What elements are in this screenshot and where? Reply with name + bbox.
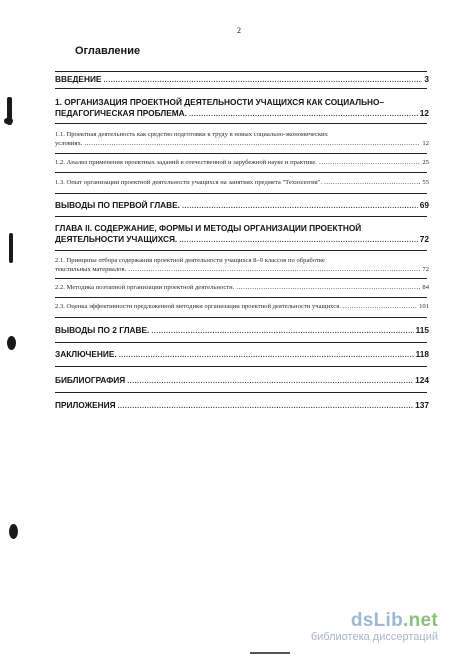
watermark: [311, 610, 438, 643]
divider: [55, 172, 427, 173]
toc-entry-conclusions-1[interactable]: [55, 200, 429, 210]
scan-hole: [7, 336, 16, 350]
toc-entry-page: 25: [422, 159, 429, 166]
divider: [55, 88, 427, 89]
toc-entry-page: 115: [415, 325, 429, 335]
page-number: 2: [237, 26, 241, 35]
divider: [55, 317, 427, 318]
toc-entry-label-cont: текстильных материалов.: [55, 266, 127, 273]
toc-entry-label-cont: ПЕДАГОГИЧЕСКАЯ ПРОБЛЕМА.: [55, 108, 187, 118]
watermark-logo: dsLib.net: [350, 610, 438, 631]
divider: [55, 366, 427, 367]
toc-entry-label: ВЫВОДЫ ПО ПЕРВОЙ ГЛАВЕ.: [55, 200, 180, 210]
leader-dots: [179, 237, 418, 244]
toc-entry-intro[interactable]: [55, 74, 429, 84]
toc-entry-page: 55: [422, 179, 429, 186]
toc-entry-bibliography[interactable]: [55, 375, 429, 385]
toc-entry-section-1-2[interactable]: [55, 158, 429, 166]
divider: [55, 250, 427, 251]
leader-dots: [118, 403, 414, 410]
toc-entry-label: 1.1. Проектная деятельность как средство подготовки к труду в новых социально-экономических: [55, 131, 328, 138]
leader-dots: [151, 328, 413, 335]
leader-dots: [189, 111, 418, 118]
toc-entry-section-2-3[interactable]: [55, 302, 429, 310]
divider: [55, 153, 427, 154]
toc-entry-page: 72: [422, 266, 429, 273]
toc-entry-label: БИБЛИОГРАФИЯ: [55, 375, 126, 385]
leader-dots: [182, 203, 418, 210]
toc-entry-label: 2.2. Методика поэтапной организации проектной деятельности.: [55, 284, 235, 291]
toc-entry-page: 84: [422, 284, 429, 291]
toc-entry-page: 3: [424, 74, 429, 84]
divider: [55, 71, 427, 72]
toc-title: Оглавление: [75, 45, 141, 57]
toc-entry-page: 72: [419, 234, 429, 244]
toc-entry-page: 137: [415, 400, 429, 410]
divider: [55, 216, 427, 217]
toc-entry-page: 69: [419, 200, 429, 210]
toc-entry-page: 12: [422, 140, 429, 147]
leader-dots: [343, 302, 417, 310]
toc-entry-label: ПРИЛОЖЕНИЯ: [55, 400, 116, 410]
toc-entry-page: 124: [415, 375, 429, 385]
toc-entry-chapter-2[interactable]: [55, 223, 429, 244]
toc-entry-label: 2.3. Оценка эффективности предложенной методики организации проектной деятельности учащихся.: [55, 303, 341, 310]
toc-entry-label: ГЛАВА II. СОДЕРЖАНИЕ, ФОРМЫ И МЕТОДЫ ОРГАНИЗАЦИИ ПРОЕКТНОЙ: [55, 223, 362, 233]
toc-entry-section-2-2[interactable]: [55, 283, 429, 291]
toc-entry-page: 101: [419, 303, 429, 310]
toc-entry-label-cont: условиях.: [55, 140, 83, 147]
toc-entry-label: 1. ОРГАНИЗАЦИЯ ПРОЕКТНОЙ ДЕЯТЕЛЬНОСТИ УЧАЩИХСЯ КАК СОЦИАЛЬНО–: [55, 97, 385, 107]
leader-dots: [128, 265, 420, 273]
toc-entry-page: 12: [419, 108, 429, 118]
scan-mark: [9, 233, 13, 263]
watermark-subtitle: библиотека диссертаций: [310, 631, 438, 643]
scan-mark: [250, 652, 290, 654]
leader-dots: [127, 378, 413, 385]
toc-entry-appendix[interactable]: [55, 400, 429, 410]
leader-dots: [324, 178, 420, 186]
toc-entry-label-cont: ДЕЯТЕЛЬНОСТИ УЧАЩИХСЯ.: [55, 234, 178, 244]
toc-entry-section-2-1[interactable]: [55, 256, 429, 273]
scan-hole: [9, 524, 18, 539]
divider: [55, 278, 427, 279]
leader-dots: [84, 139, 420, 147]
divider: [55, 193, 427, 194]
leader-dots: [236, 283, 420, 291]
scan-mark: [4, 118, 13, 124]
leader-dots: [103, 77, 422, 84]
toc-entry-section-1-3[interactable]: [55, 178, 429, 186]
divider: [55, 342, 427, 343]
toc-entry-label: 1.3. Опыт организации проектной деятельности учащихся на занятиях предмета "Технология".: [55, 179, 323, 186]
toc-entry-conclusion[interactable]: [55, 349, 429, 359]
leader-dots: [319, 158, 420, 166]
toc-entry-conclusions-2[interactable]: [55, 325, 429, 335]
toc-entry-label: 1.2. Анализ применения проектных заданий в отечественной и зарубежной науке и практике.: [55, 159, 317, 166]
leader-dots: [119, 352, 414, 359]
divider: [55, 297, 427, 298]
divider: [55, 123, 427, 124]
toc-entry-section-1-1[interactable]: [55, 130, 429, 147]
toc-entry-label: ВЫВОДЫ ПО 2 ГЛАВЕ.: [55, 325, 150, 335]
toc-entry-label: ЗАКЛЮЧЕНИЕ.: [55, 349, 117, 359]
divider: [55, 392, 427, 393]
toc-entry-page: 118: [415, 349, 429, 359]
toc-entry-label: 2.1. Принципы отбора содержания проектной деятельности учащихся 8–9 классов по обработке: [55, 257, 325, 264]
toc-entry-label: ВВЕДЕНИЕ: [55, 74, 102, 84]
toc-entry-chapter-1[interactable]: [55, 97, 429, 118]
